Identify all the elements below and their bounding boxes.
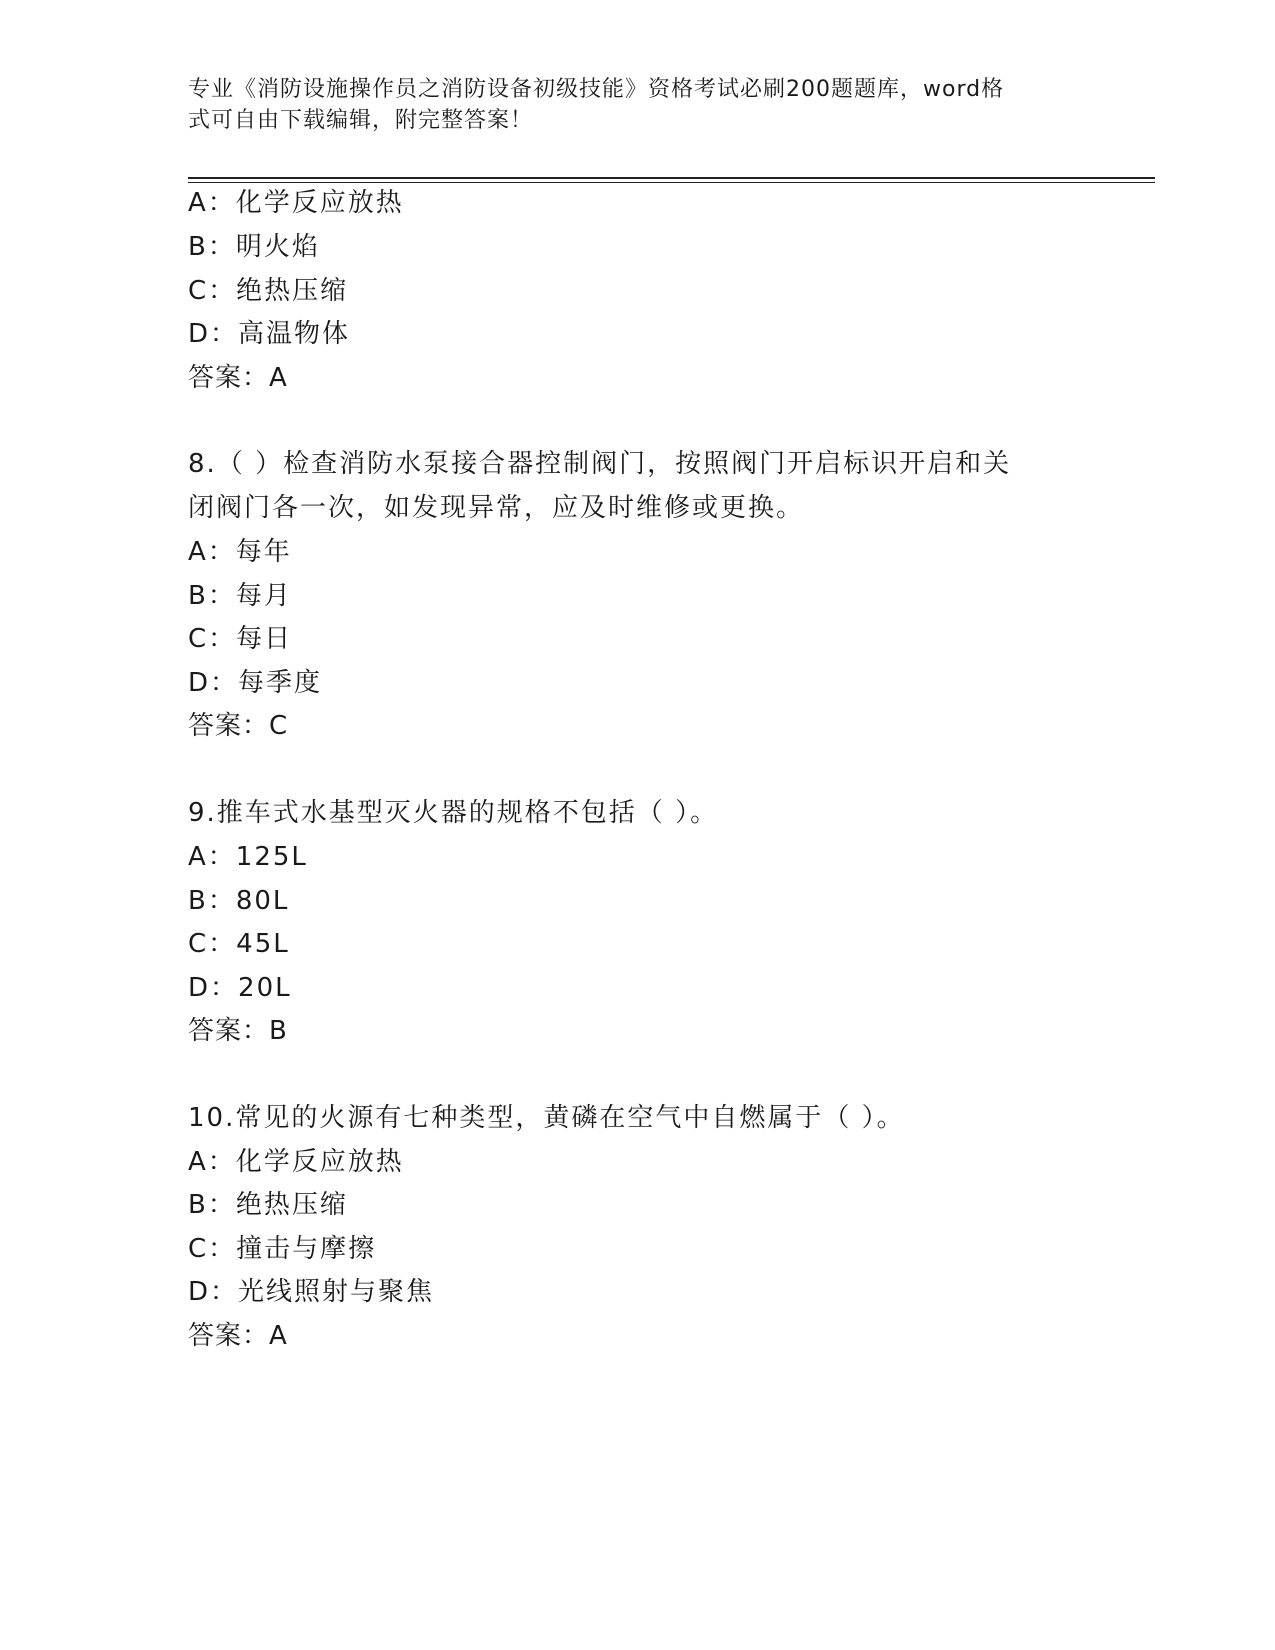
- q9-option-b: B：80L: [188, 886, 290, 916]
- q10-option-b: B：绝热压缩: [188, 1190, 348, 1220]
- q10-option-a: A：化学反应放热: [188, 1147, 404, 1177]
- q9-option-a: A：125L: [188, 842, 308, 872]
- q9-answer: 答案：B: [188, 1016, 288, 1046]
- header-divider-thick: [188, 177, 1155, 179]
- q7-option-b: B：明火焰: [188, 232, 320, 262]
- q7-answer: 答案：A: [188, 363, 288, 393]
- q7-option-a: A：化学反应放热: [188, 188, 404, 218]
- q9-option-d: D：20L: [188, 973, 292, 1003]
- q8-option-d: D：每季度: [188, 668, 323, 698]
- q9-stem-line-1: 9.推车式水基型灭火器的规格不包括（ ）。: [188, 798, 719, 828]
- q8-stem-line-1: 8.（ ）检查消防水泵接合器控制阀门，按照阀门开启标识开启和关: [188, 449, 1012, 479]
- q9-option-c: C：45L: [188, 929, 290, 959]
- q7-option-d: D：高温物体: [188, 319, 351, 349]
- q10-option-d: D：光线照射与聚焦: [188, 1277, 435, 1307]
- q8-option-c: C：每日: [188, 624, 293, 654]
- q10-answer: 答案：A: [188, 1321, 288, 1351]
- header-line-2: 式可自由下载编辑，附完整答案！: [188, 108, 534, 133]
- q10-option-c: C：撞击与摩擦: [188, 1234, 377, 1264]
- q7-option-c: C：绝热压缩: [188, 276, 349, 306]
- q8-stem-line-2: 闭阀门各一次，如发现异常，应及时维修或更换。: [188, 493, 805, 523]
- q8-option-b: B：每月: [188, 581, 292, 611]
- q10-stem-line-1: 10.常见的火源有七种类型，黄磷在空气中自燃属于（ ）。: [188, 1103, 905, 1133]
- q8-answer: 答案：C: [188, 711, 289, 741]
- q8-option-a: A：每年: [188, 537, 292, 567]
- header-line-1: 专业《消防设施操作员之消防设备初级技能》资格考试必刷200题题库，word格: [188, 77, 1005, 102]
- document-header: [188, 74, 1068, 136]
- header-divider-thin: [188, 182, 1155, 183]
